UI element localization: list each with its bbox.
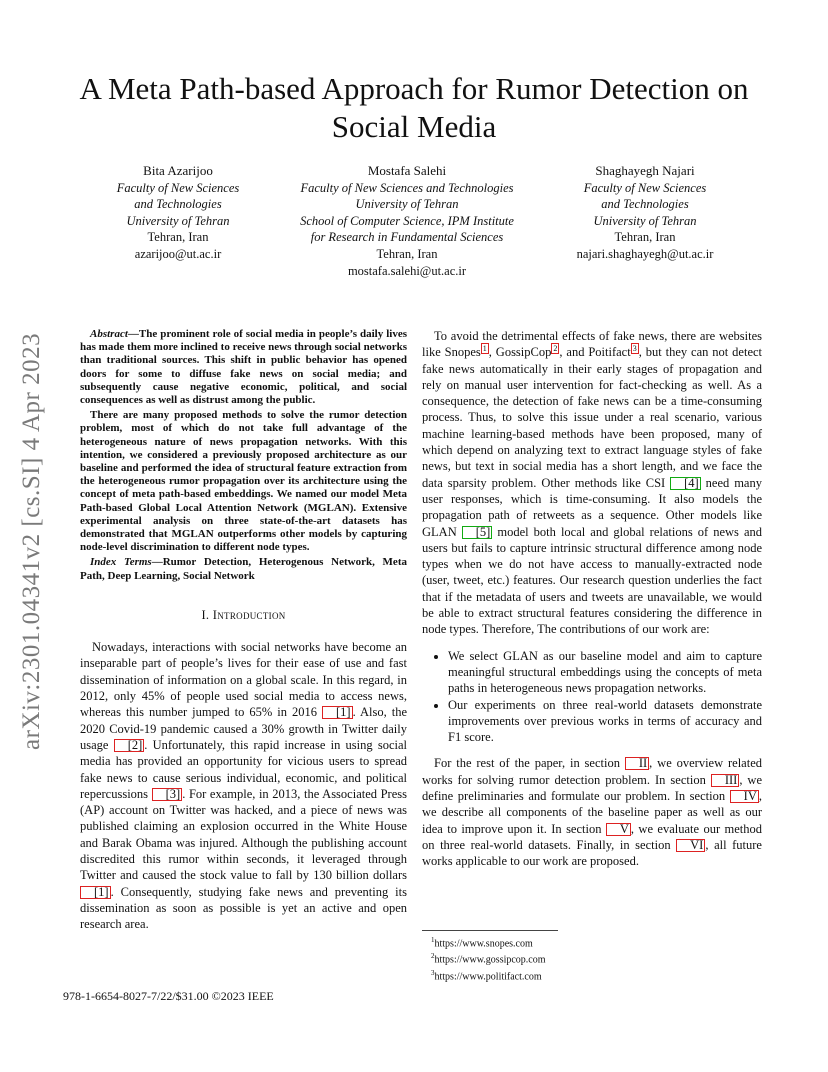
text-run: , GossipCop <box>488 345 552 360</box>
index-terms <box>80 556 407 582</box>
author-affiliation-line: and Technologies <box>134 197 222 212</box>
author-affiliation-line: School of Computer Science, IPM Institute <box>300 213 514 228</box>
footnote-url[interactable]: https://www.gossipcop.com <box>434 954 546 966</box>
footnote-divider <box>422 930 558 931</box>
author-name: Mostafa Salehi <box>367 163 447 178</box>
section-link[interactable]: V <box>606 823 631 836</box>
citation-link[interactable]: [1] <box>322 706 353 719</box>
citation-link[interactable]: [2] <box>114 739 145 752</box>
footnotes <box>431 934 546 983</box>
right-column <box>422 328 762 870</box>
abstract-paragraph-2: There are many proposed methods to solve the rumor detection problem, most of which do not take full advantage of the heterogeneous nature of news propagation networks. With this intention, we considered a previously proposed architecture as our baseline and performed the idea of structural feature extraction from the heterogeneous rumor propagation over its architecture using the concept of meta path-based embeddings. We named our model Meta Path-based Global Local Attention Network (MGLAN). Extensive experimental analysis on three state-of-the-art datasets has demonstrated that MGLAN outperforms other models by capturing node-level discrimination to different node types. <box>80 409 407 554</box>
author-affiliation-line: University of Tehran <box>355 197 459 212</box>
text-run: Nowadays, interactions with social networks have become an inseparable part of people’s lives for their ease of use and fast dissemination of information on a global scale. In this regard, in 2012, only 45% of people used social media to access news, whereas this number jumped to 65% in 2016 <box>80 640 407 720</box>
citation-link[interactable]: [1] <box>80 886 111 899</box>
section-number: I. <box>201 607 210 622</box>
abstract-label: Abstract <box>90 328 128 340</box>
section-link[interactable]: III <box>711 774 740 787</box>
index-terms-text: —Rumor Detection, Heterogenous Network, Meta Path, Deep Learning, Social Network <box>80 556 407 582</box>
section-heading-introduction <box>80 607 407 623</box>
abstract-paragraph <box>80 328 407 407</box>
text-run: , we describe all components of the baseline paper as well as our idea to improve upon it. In section <box>422 789 762 836</box>
text-run: . Also, the 2020 Covid-19 pandemic caused a 30% growth in Twitter daily usage <box>80 705 407 752</box>
citation-link[interactable]: [4] <box>670 477 701 490</box>
author-name: Shaghayegh Najari <box>595 163 695 178</box>
footnote-number: 2 <box>431 952 435 961</box>
text-run: need many user responses, which is time-consuming. It also models the propagation path of retweets as a sequence. Other models like GLAN <box>422 475 762 539</box>
section-link[interactable]: VI <box>676 839 705 852</box>
author-affiliation-line: Faculty of New Sciences <box>583 180 707 195</box>
author-affiliation-line: and Technologies <box>601 197 689 212</box>
text-run: , we overview related works for solving rumor detection problem. In section <box>422 756 762 787</box>
author-email: najari.shaghayegh@ut.ac.ir <box>576 246 714 261</box>
author-affiliation-line: Faculty of New Sciences and Technologies <box>300 180 514 195</box>
abstract-text: —The prominent role of social media in people’s daily lives has made them more inclined to receive news through social networks than traditional sources. This shift in public behavior has opened doors for some to diffuse fake news on social media; and subsequently cause negative economic, political, and social consequences as well as distrust among the public. <box>80 328 407 407</box>
index-terms-label: Index Terms <box>90 556 152 569</box>
text-run: , but they can not detect fake news automatically in their early stages of propagation and rely on manual user intervention for fact-checking as well. As a consequence, the detection of fake news can be a time-consuming process. Thus, to solve this issue under a real scenario, various machine learning-based methods have been proposed, many of which depend on analyzing text to extract language styles of fake news, but text in social media has a short length, and we face the data sparsity problem. Other methods like CSI <box>422 345 763 490</box>
copyright-notice: 978-1-6654-8027-7/22/$31.00 ©2023 IEEE <box>63 989 274 1003</box>
author-location: Tehran, Iran <box>614 230 676 245</box>
footnote-link[interactable]: 3 <box>632 344 637 354</box>
author-location: Tehran, Iran <box>376 246 438 261</box>
section-link[interactable]: IV <box>730 790 759 803</box>
footnote-url[interactable]: https://www.snopes.com <box>434 938 533 950</box>
author-location: Tehran, Iran <box>147 230 209 245</box>
text-run: For the rest of the paper, in section <box>434 756 625 771</box>
body-paragraph <box>422 328 762 638</box>
text-run: . For example, in 2013, the Associated Press (AP) account on Twitter was hacked, and a piece of news was published claiming an explosion occurred in the White House and Barak Obama was injured. Although the publishing account discredited this rumor within seconds, it leveraged through Twitter and caused the stock value to fall by 130 billion dollars <box>80 786 407 883</box>
arxiv-identifier: arXiv:2301.04341v2 [cs.SI] 4 Apr 2023 <box>18 332 45 750</box>
author-2 <box>276 163 538 279</box>
footnote-number: 3 <box>431 968 435 977</box>
author-email: azarijoo@ut.ac.ir <box>134 246 222 261</box>
text-run: . Consequently, studying fake news and preventing its dissemination as soon as possible is yet an active and open research area. <box>80 884 407 932</box>
text-run: To avoid the detrimental effects of fake news, there are websites like Snopes <box>422 329 762 360</box>
contributions-list <box>422 648 762 746</box>
left-column <box>80 328 407 933</box>
footnote-link[interactable]: 1 <box>482 344 487 354</box>
intro-paragraph <box>80 639 407 932</box>
footnote-url[interactable]: https://www.politifact.com <box>434 970 542 982</box>
list-item: • Our experiments on three real-world datasets demonstrate improvements over previous works in terms of accuracy and F1 score. <box>448 697 762 746</box>
footnote <box>431 934 546 950</box>
text-run: , all future works applicable to our work are proposed. <box>422 837 762 869</box>
text-run: , we evaluate our method on three real-world datasets. Finally, in section <box>422 821 762 852</box>
author-affiliation-line: University of Tehran <box>126 213 230 228</box>
citation-link[interactable]: [3] <box>152 788 183 801</box>
footnote-number: 1 <box>431 936 435 944</box>
author-email: mostafa.salehi@ut.ac.ir <box>347 263 467 278</box>
author-affiliation-line: University of Tehran <box>593 213 697 228</box>
footnote-link[interactable]: 2 <box>553 344 558 354</box>
text-run: model both local and global relations of news and users but fails to capture intrinsic structural difference among node types when we do not have access to manually-extracted node (user, tweet, etc.) features. Our research question underlies the fact that if the metadata of users and tweets are unavailable, we would be able to extract structural features considering the difference in node types. Therefore, The contributions of our work are: <box>422 524 762 637</box>
author-affiliation-line: for Research in Fundamental Sciences <box>310 230 504 245</box>
text-run: . Unfortunately, this rapid increase in using social media has provided an opportunity for vicious users to spread fake news to cause serious individual, economic, and political repercussions <box>80 737 407 801</box>
list-item: • We select GLAN as our baseline model and aim to capture meaningful structural embeddings using the concepts of meta paths in heterogeneous news propagation networks. <box>448 648 762 697</box>
author-1 <box>96 163 260 263</box>
text-run: , and Poitifact <box>559 345 631 360</box>
footnote <box>431 967 546 983</box>
citation-link[interactable]: [5] <box>462 526 493 539</box>
footnote <box>431 950 546 966</box>
section-link[interactable]: II <box>625 757 649 770</box>
body-paragraph <box>422 755 762 869</box>
paper-title: A Meta Path-based Approach for Rumor Detection on Social Media <box>79 71 749 144</box>
author-name: Bita Azarijoo <box>143 163 213 178</box>
author-affiliation-line: Faculty of New Sciences <box>116 180 240 195</box>
section-title: Introduction <box>212 607 286 622</box>
text-run: , we define preliminaries and formulate our problem. In section <box>422 772 763 804</box>
author-3 <box>558 163 732 263</box>
